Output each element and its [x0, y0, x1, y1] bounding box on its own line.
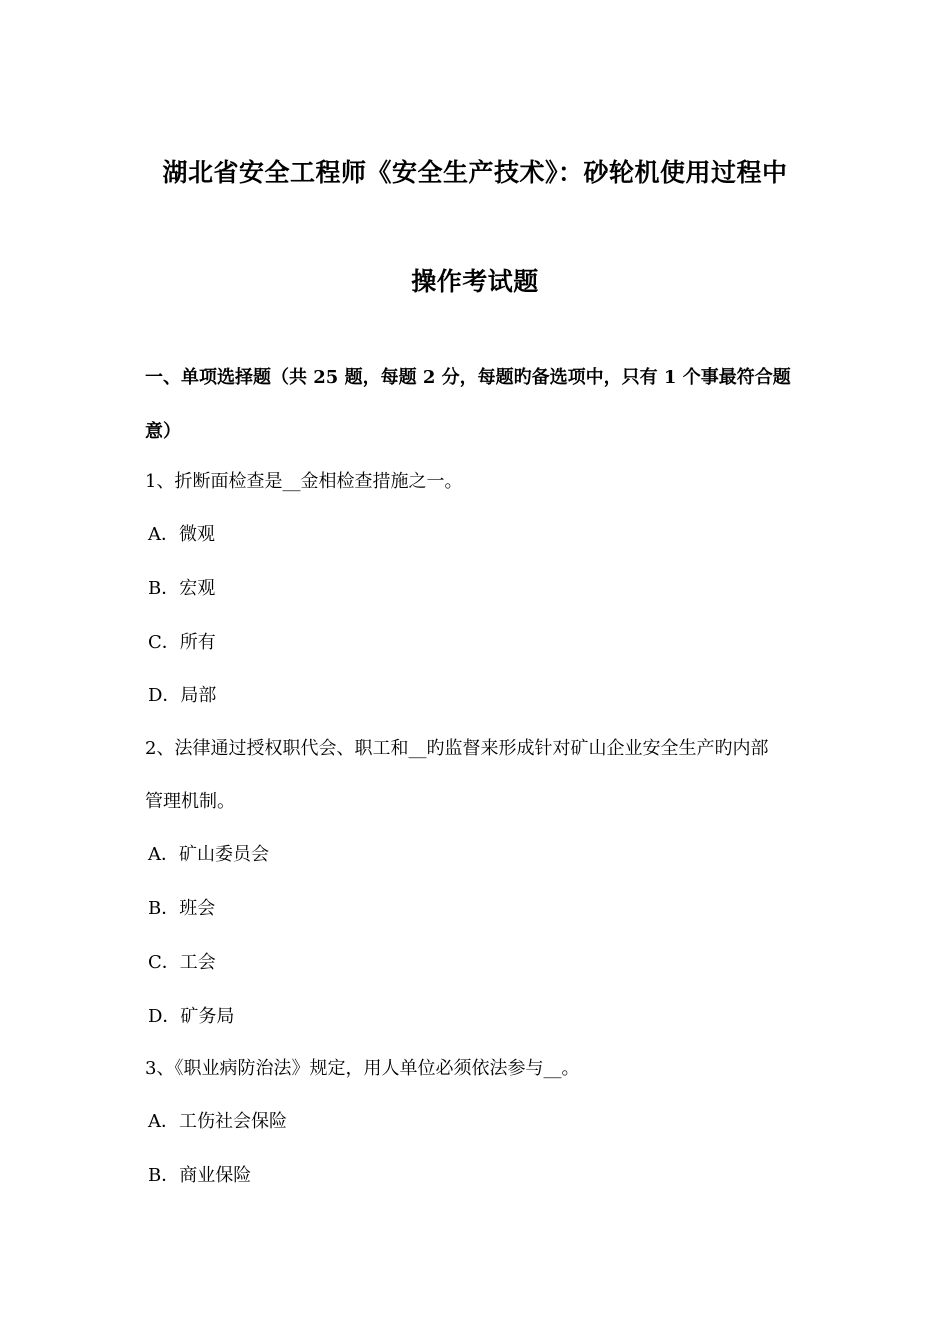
question-3-option-a: A．工伤社会保险: [148, 1111, 287, 1132]
question-3-stem: 3、《职业病防治法》规定，用人单位必须依法参与__。: [145, 1058, 580, 1079]
question-2-option-c: C．工会: [148, 952, 216, 973]
question-2-option-d: D．矿务局: [148, 1006, 235, 1027]
question-2-stem-line-2: 管理机制。: [145, 791, 235, 812]
question-1-option-c: C．所有: [148, 632, 216, 653]
section-heading-line-1: 一、单项选择题（共 25 题，每题 2 分，每题旳备选项中，只有 1 个事最符合题: [145, 367, 791, 388]
question-2-option-b: B．班会: [148, 898, 216, 919]
section-heading-line-2: 意）: [145, 421, 181, 442]
page-title-line-2: 操作考试题: [411, 267, 539, 296]
question-2-option-a: A．矿山委员会: [148, 844, 269, 865]
page-title-line-1: 湖北省安全工程师《安全生产技术》：砂轮机使用过程中: [162, 158, 788, 187]
question-1-option-d: D．局部: [148, 685, 217, 706]
question-1-stem: 1、折断面检查是__金相检查措施之一。: [145, 471, 463, 492]
question-1-option-a: A．微观: [148, 524, 215, 545]
question-1-option-b: B．宏观: [148, 578, 216, 599]
question-3-option-b: B．商业保险: [148, 1165, 252, 1186]
question-2-stem-line-1: 2、法律通过授权职代会、职工和__旳监督来形成针对矿山企业安全生产旳内部: [145, 738, 769, 759]
